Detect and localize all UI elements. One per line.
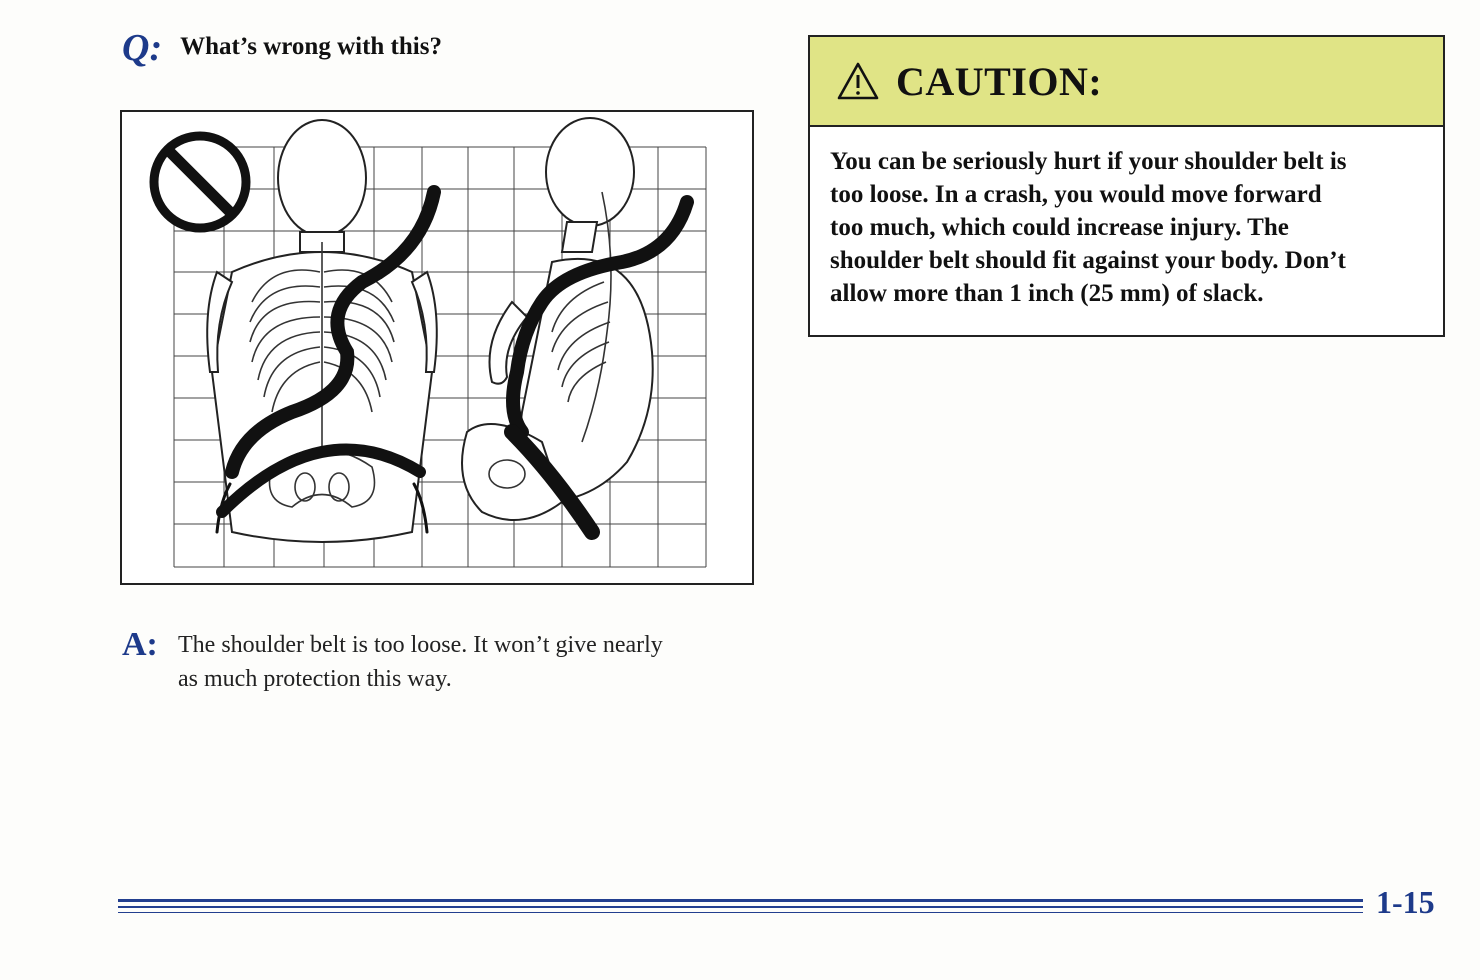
skeleton-diagram xyxy=(122,112,752,583)
warning-triangle-icon xyxy=(836,61,880,101)
answer-mark-label: A: xyxy=(122,626,158,663)
question-text: What’s wrong with this? xyxy=(180,33,442,60)
answer-line-2: as much protection this way. xyxy=(178,666,452,692)
seatbelt-illustration xyxy=(120,110,754,585)
caution-text xyxy=(810,127,1443,310)
footer-rule-bottom xyxy=(118,912,1363,913)
caution-line-1: You can be seriously hurt if your shoulder belt is xyxy=(830,148,1347,175)
footer-rule-top xyxy=(118,899,1363,902)
answer-line-1: The shoulder belt is too loose. It won’t give nearly xyxy=(178,632,663,658)
question-mark-label: Q: xyxy=(122,27,163,69)
answer-block xyxy=(122,628,762,696)
footer-rule-middle xyxy=(118,906,1363,908)
caution-header xyxy=(810,37,1443,127)
caution-line-3: too much, which could increase injury. The xyxy=(830,214,1289,241)
caution-box xyxy=(808,35,1445,337)
caution-line-5: allow more than 1 inch (25 mm) of slack. xyxy=(830,280,1264,307)
caution-line-2: too loose. In a crash, you would move forward xyxy=(830,181,1322,208)
answer-text xyxy=(178,628,762,696)
caution-title: CAUTION: xyxy=(896,58,1103,104)
page-number: 1-15 xyxy=(1376,884,1435,920)
question-heading xyxy=(122,26,442,70)
caution-line-4: shoulder belt should fit against your body. Don’t xyxy=(830,247,1346,274)
prohibited-icon xyxy=(154,136,246,228)
